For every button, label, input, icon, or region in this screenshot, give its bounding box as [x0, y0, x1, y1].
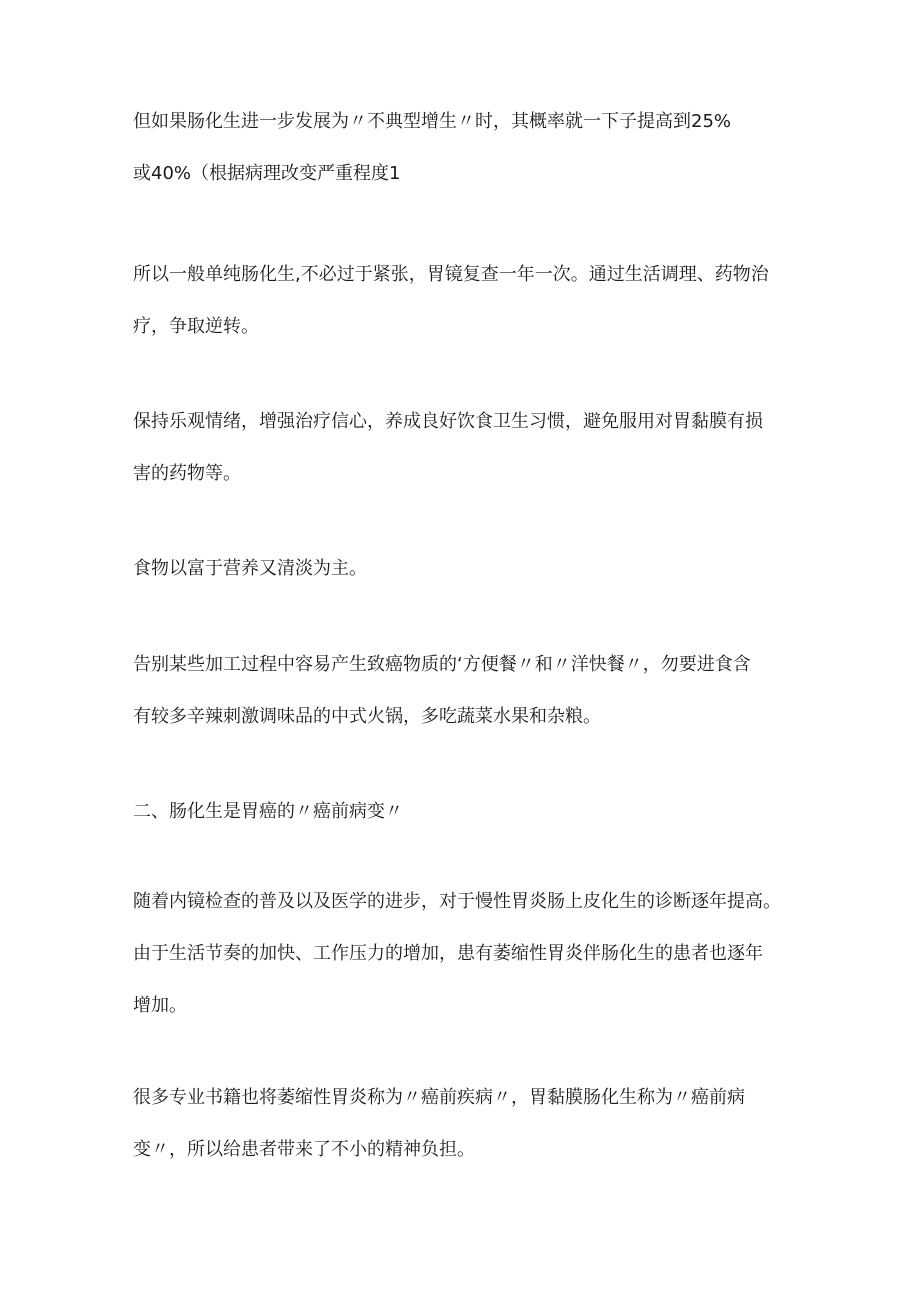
text-line: 增加。 [133, 995, 187, 1016]
paragraph-food [133, 543, 813, 595]
paragraph-mood-habits [133, 396, 813, 500]
text-line: 有较多辛辣刺激调味品的中式火锅，多吃蔬菜水果和杂粮。 [133, 706, 601, 727]
text-line: 食物以富于营养又清淡为主。 [133, 558, 367, 579]
text-line: 害的药物等。 [133, 463, 241, 484]
text-line: 所以一般单纯肠化生,不必过于紧张，胃镜复查一年一次。通过生活调理、药物治 [133, 264, 769, 285]
text-line: 随着内镜检查的普及以及医学的进步，对于慢性胃炎肠上皮化生的诊断逐年提高。 [133, 891, 781, 912]
text-line: 告别某些加工过程中容易产生致癌物质的‘方便餐〃和〃洋快餐〃，勿要进食含 [133, 654, 751, 675]
text-line: 二、肠化生是胃癌的〃癌前病变〃 [133, 801, 403, 822]
text-line: 很多专业书籍也将萎缩性胃炎称为〃癌前疾病〃，胃黏膜肠化生称为〃癌前病 [133, 1087, 745, 1108]
text-line: 由于生活节奏的加快、工作压力的增加，患有萎缩性胃炎伴肠化生的患者也逐年 [133, 943, 763, 964]
text-line: 疗，争取逆转。 [133, 316, 259, 337]
paragraph-recheck [133, 249, 813, 353]
paragraph-avoid-fastfood [133, 639, 813, 743]
section-heading [133, 786, 813, 838]
text-line: 变〃，所以给患者带来了不小的精神负担。 [133, 1139, 475, 1160]
paragraph-precancer [133, 1072, 813, 1176]
text-line: 但如果肠化生进一步发展为〃不典型增生〃时，其概率就一下子提高到25% [133, 111, 732, 132]
text-line: 保持乐观情绪，增强治疗信心，养成良好饮食卫生习惯，避免服用对胃黏膜有损 [133, 411, 763, 432]
paragraph-diagnosis [133, 876, 813, 1032]
text-line: 或40%（根据病理改变严重程度1 [133, 163, 401, 184]
paragraph-probability [133, 96, 813, 200]
